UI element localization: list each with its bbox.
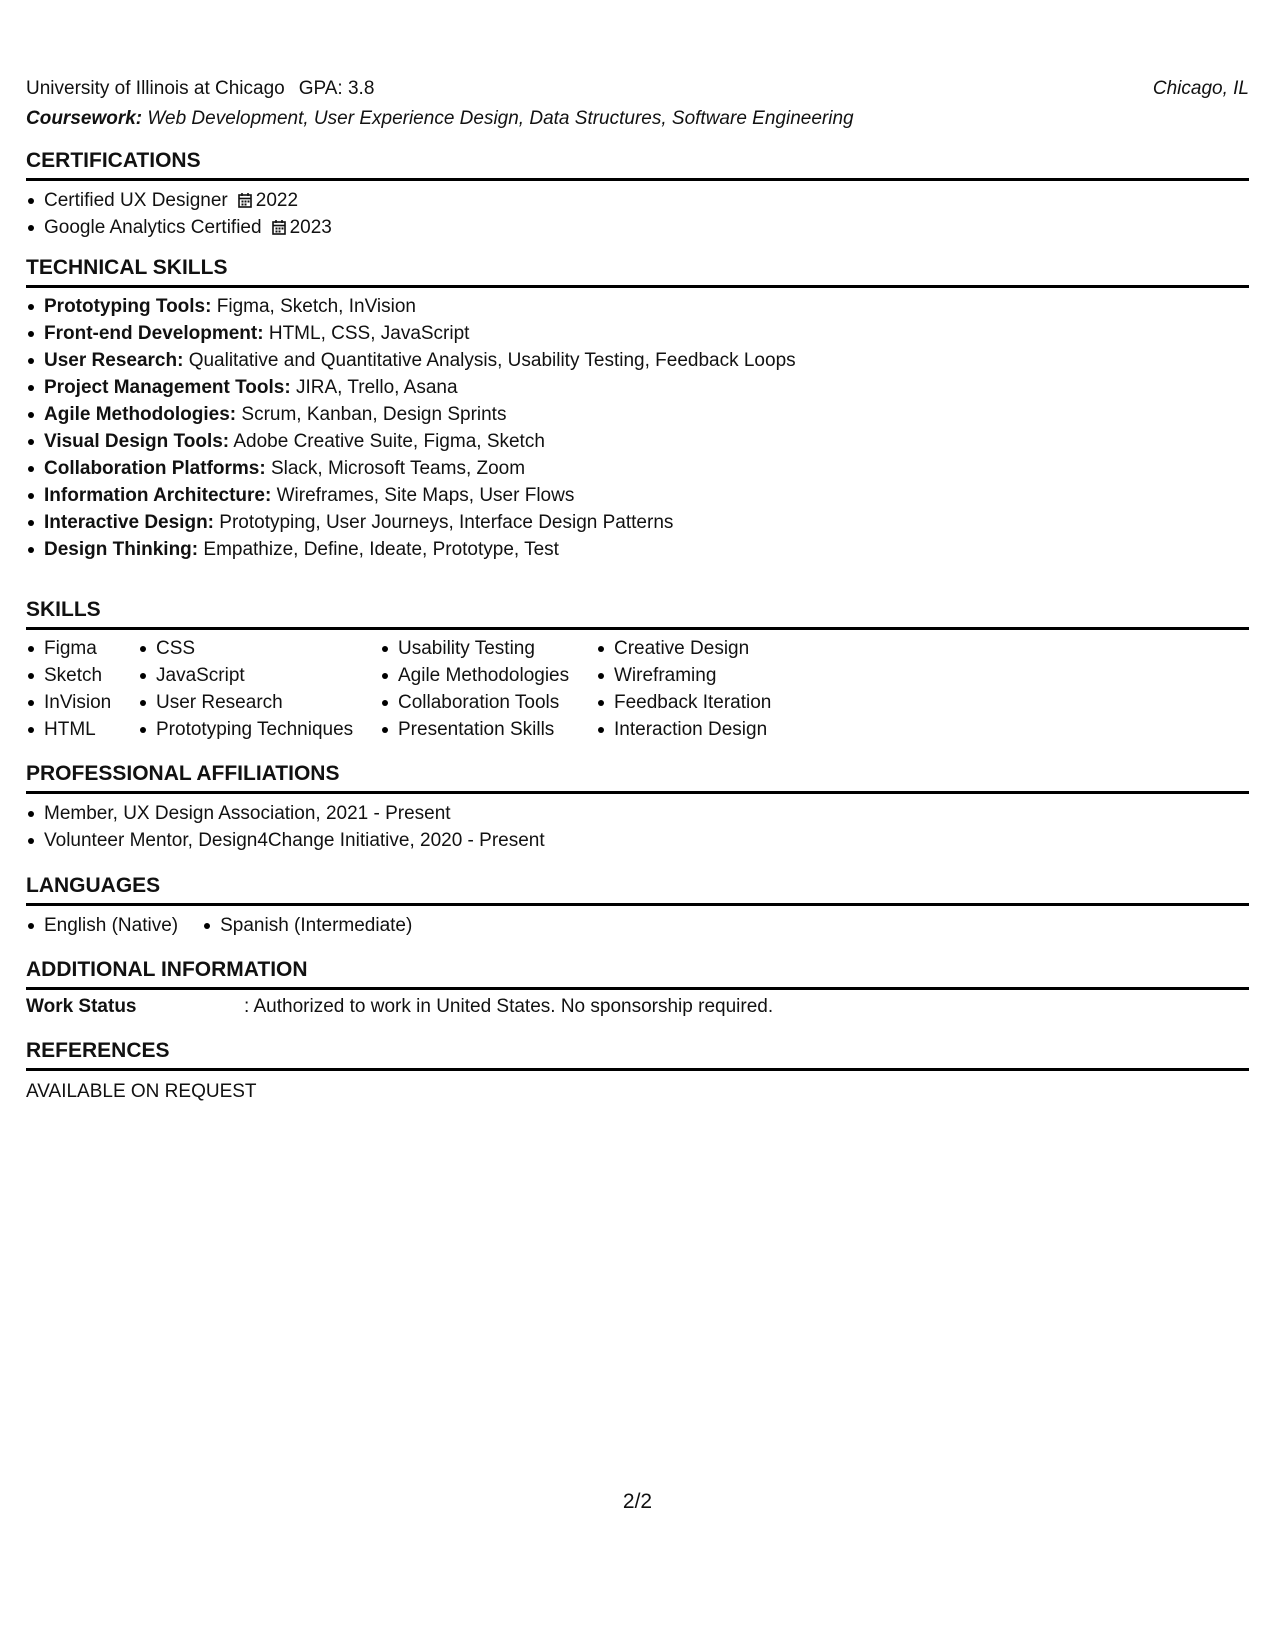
tech-skill-value: Adobe Creative Suite, Figma, Sketch	[233, 431, 545, 452]
tech-skill-item	[26, 536, 1249, 563]
work-status-row	[26, 994, 1249, 1020]
skill-item: Wireframing	[596, 662, 836, 689]
skills-column	[138, 635, 380, 743]
skill-item: HTML	[26, 716, 138, 743]
skill-item: User Research	[138, 689, 380, 716]
additional-info-section	[26, 957, 1249, 1020]
tech-skill-value: Empathize, Define, Ideate, Prototype, Test	[203, 539, 559, 560]
section-heading: REFERENCES	[26, 1038, 1249, 1071]
tech-skill-item	[26, 509, 1249, 536]
language-item: English (Native)	[26, 912, 178, 939]
section-heading: CERTIFICATIONS	[26, 148, 1249, 181]
section-heading: TECHNICAL SKILLS	[26, 255, 1249, 288]
skill-item: Sketch	[26, 662, 138, 689]
references-text: AVAILABLE ON REQUEST	[26, 1081, 257, 1102]
education-location: Chicago, IL	[1152, 78, 1249, 99]
tech-skill-label: Agile Methodologies:	[44, 404, 237, 425]
tech-skill-label: Collaboration Platforms:	[44, 458, 266, 479]
tech-skill-value: Wireframes, Site Maps, User Flows	[276, 485, 575, 506]
affiliation-item: Volunteer Mentor, Design4Change Initiative, 2020 - Present	[26, 827, 1249, 854]
tech-skill-label: Front-end Development:	[44, 323, 264, 344]
skills-column	[26, 635, 138, 743]
tech-skill-value: Prototyping, User Journeys, Interface Design Patterns	[219, 512, 674, 533]
skill-item: Feedback Iteration	[596, 689, 836, 716]
tech-skill-value: JIRA, Trello, Asana	[295, 377, 458, 398]
skills-column	[380, 635, 596, 743]
skill-item: Collaboration Tools	[380, 689, 596, 716]
certifications-section	[26, 148, 1249, 241]
certification-year: 2022	[255, 190, 299, 211]
certification-year: 2023	[289, 217, 332, 238]
skills-columns	[26, 635, 1249, 743]
skill-item: Figma	[26, 635, 138, 662]
calendar-icon	[238, 189, 252, 205]
tech-skill-label: Interactive Design:	[44, 512, 214, 533]
page-number: 2/2	[622, 1490, 653, 1513]
tech-skill-item	[26, 347, 1249, 374]
coursework-line	[26, 108, 854, 130]
tech-skill-label: Information Architecture:	[44, 485, 272, 506]
work-status-label: Work Status	[26, 996, 137, 1017]
language-item: Spanish (Intermediate)	[202, 912, 412, 939]
affiliation-item: Member, UX Design Association, 2021 - Present	[26, 800, 1249, 827]
section-heading: SKILLS	[26, 597, 1249, 630]
skill-item: Agile Methodologies	[380, 662, 596, 689]
affiliations-section	[26, 761, 1249, 854]
certification-name: Google Analytics Certified	[44, 217, 262, 238]
references-section	[26, 1038, 1249, 1105]
tech-skill-label: Design Thinking:	[44, 539, 199, 560]
tech-skill-value: Slack, Microsoft Teams, Zoom	[270, 458, 526, 479]
gpa: GPA: 3.8	[298, 78, 375, 99]
education-school-line	[26, 78, 374, 100]
skill-item: Usability Testing	[380, 635, 596, 662]
skill-item: Creative Design	[596, 635, 836, 662]
skill-item: JavaScript	[138, 662, 380, 689]
education-row	[26, 78, 1249, 106]
skills-column	[596, 635, 836, 743]
skill-item: Presentation Skills	[380, 716, 596, 743]
skill-item: Prototyping Techniques	[138, 716, 380, 743]
languages-section	[26, 873, 1249, 939]
certification-item	[26, 214, 1249, 241]
coursework-label: Coursework:	[26, 108, 143, 129]
work-status-value: : Authorized to work in United States. No sponsorship required.	[244, 996, 774, 1017]
certification-item	[26, 187, 1249, 214]
skills-section	[26, 597, 1249, 743]
school-name: University of Illinois at Chicago	[26, 78, 285, 99]
tech-skill-label: Prototyping Tools:	[44, 296, 212, 317]
section-heading: LANGUAGES	[26, 873, 1249, 906]
tech-skill-value: HTML, CSS, JavaScript	[268, 323, 470, 344]
technical-skills-section	[26, 255, 1249, 563]
tech-skill-value: Figma, Sketch, InVision	[216, 296, 416, 317]
tech-skill-value: Qualitative and Quantitative Analysis, Usability Testing, Feedback Loops	[188, 350, 796, 371]
coursework-list: Web Development, User Experience Design, Data Structures, Software Engineering	[147, 108, 854, 129]
certification-name: Certified UX Designer	[44, 190, 228, 211]
tech-skill-label: Visual Design Tools:	[44, 431, 230, 452]
tech-skill-item	[26, 374, 1249, 401]
tech-skill-item	[26, 428, 1249, 455]
tech-skill-item	[26, 455, 1249, 482]
skill-item: Interaction Design	[596, 716, 836, 743]
skill-item: InVision	[26, 689, 138, 716]
tech-skill-label: Project Management Tools:	[44, 377, 291, 398]
section-heading: ADDITIONAL INFORMATION	[26, 957, 1249, 990]
tech-skill-item	[26, 293, 1249, 320]
skill-item: CSS	[138, 635, 380, 662]
section-heading: PROFESSIONAL AFFILIATIONS	[26, 761, 1249, 794]
tech-skill-value: Scrum, Kanban, Design Sprints	[241, 404, 507, 425]
tech-skill-label: User Research:	[44, 350, 184, 371]
tech-skill-item	[26, 401, 1249, 428]
calendar-icon	[272, 216, 286, 232]
tech-skill-item	[26, 482, 1249, 509]
tech-skill-item	[26, 320, 1249, 347]
